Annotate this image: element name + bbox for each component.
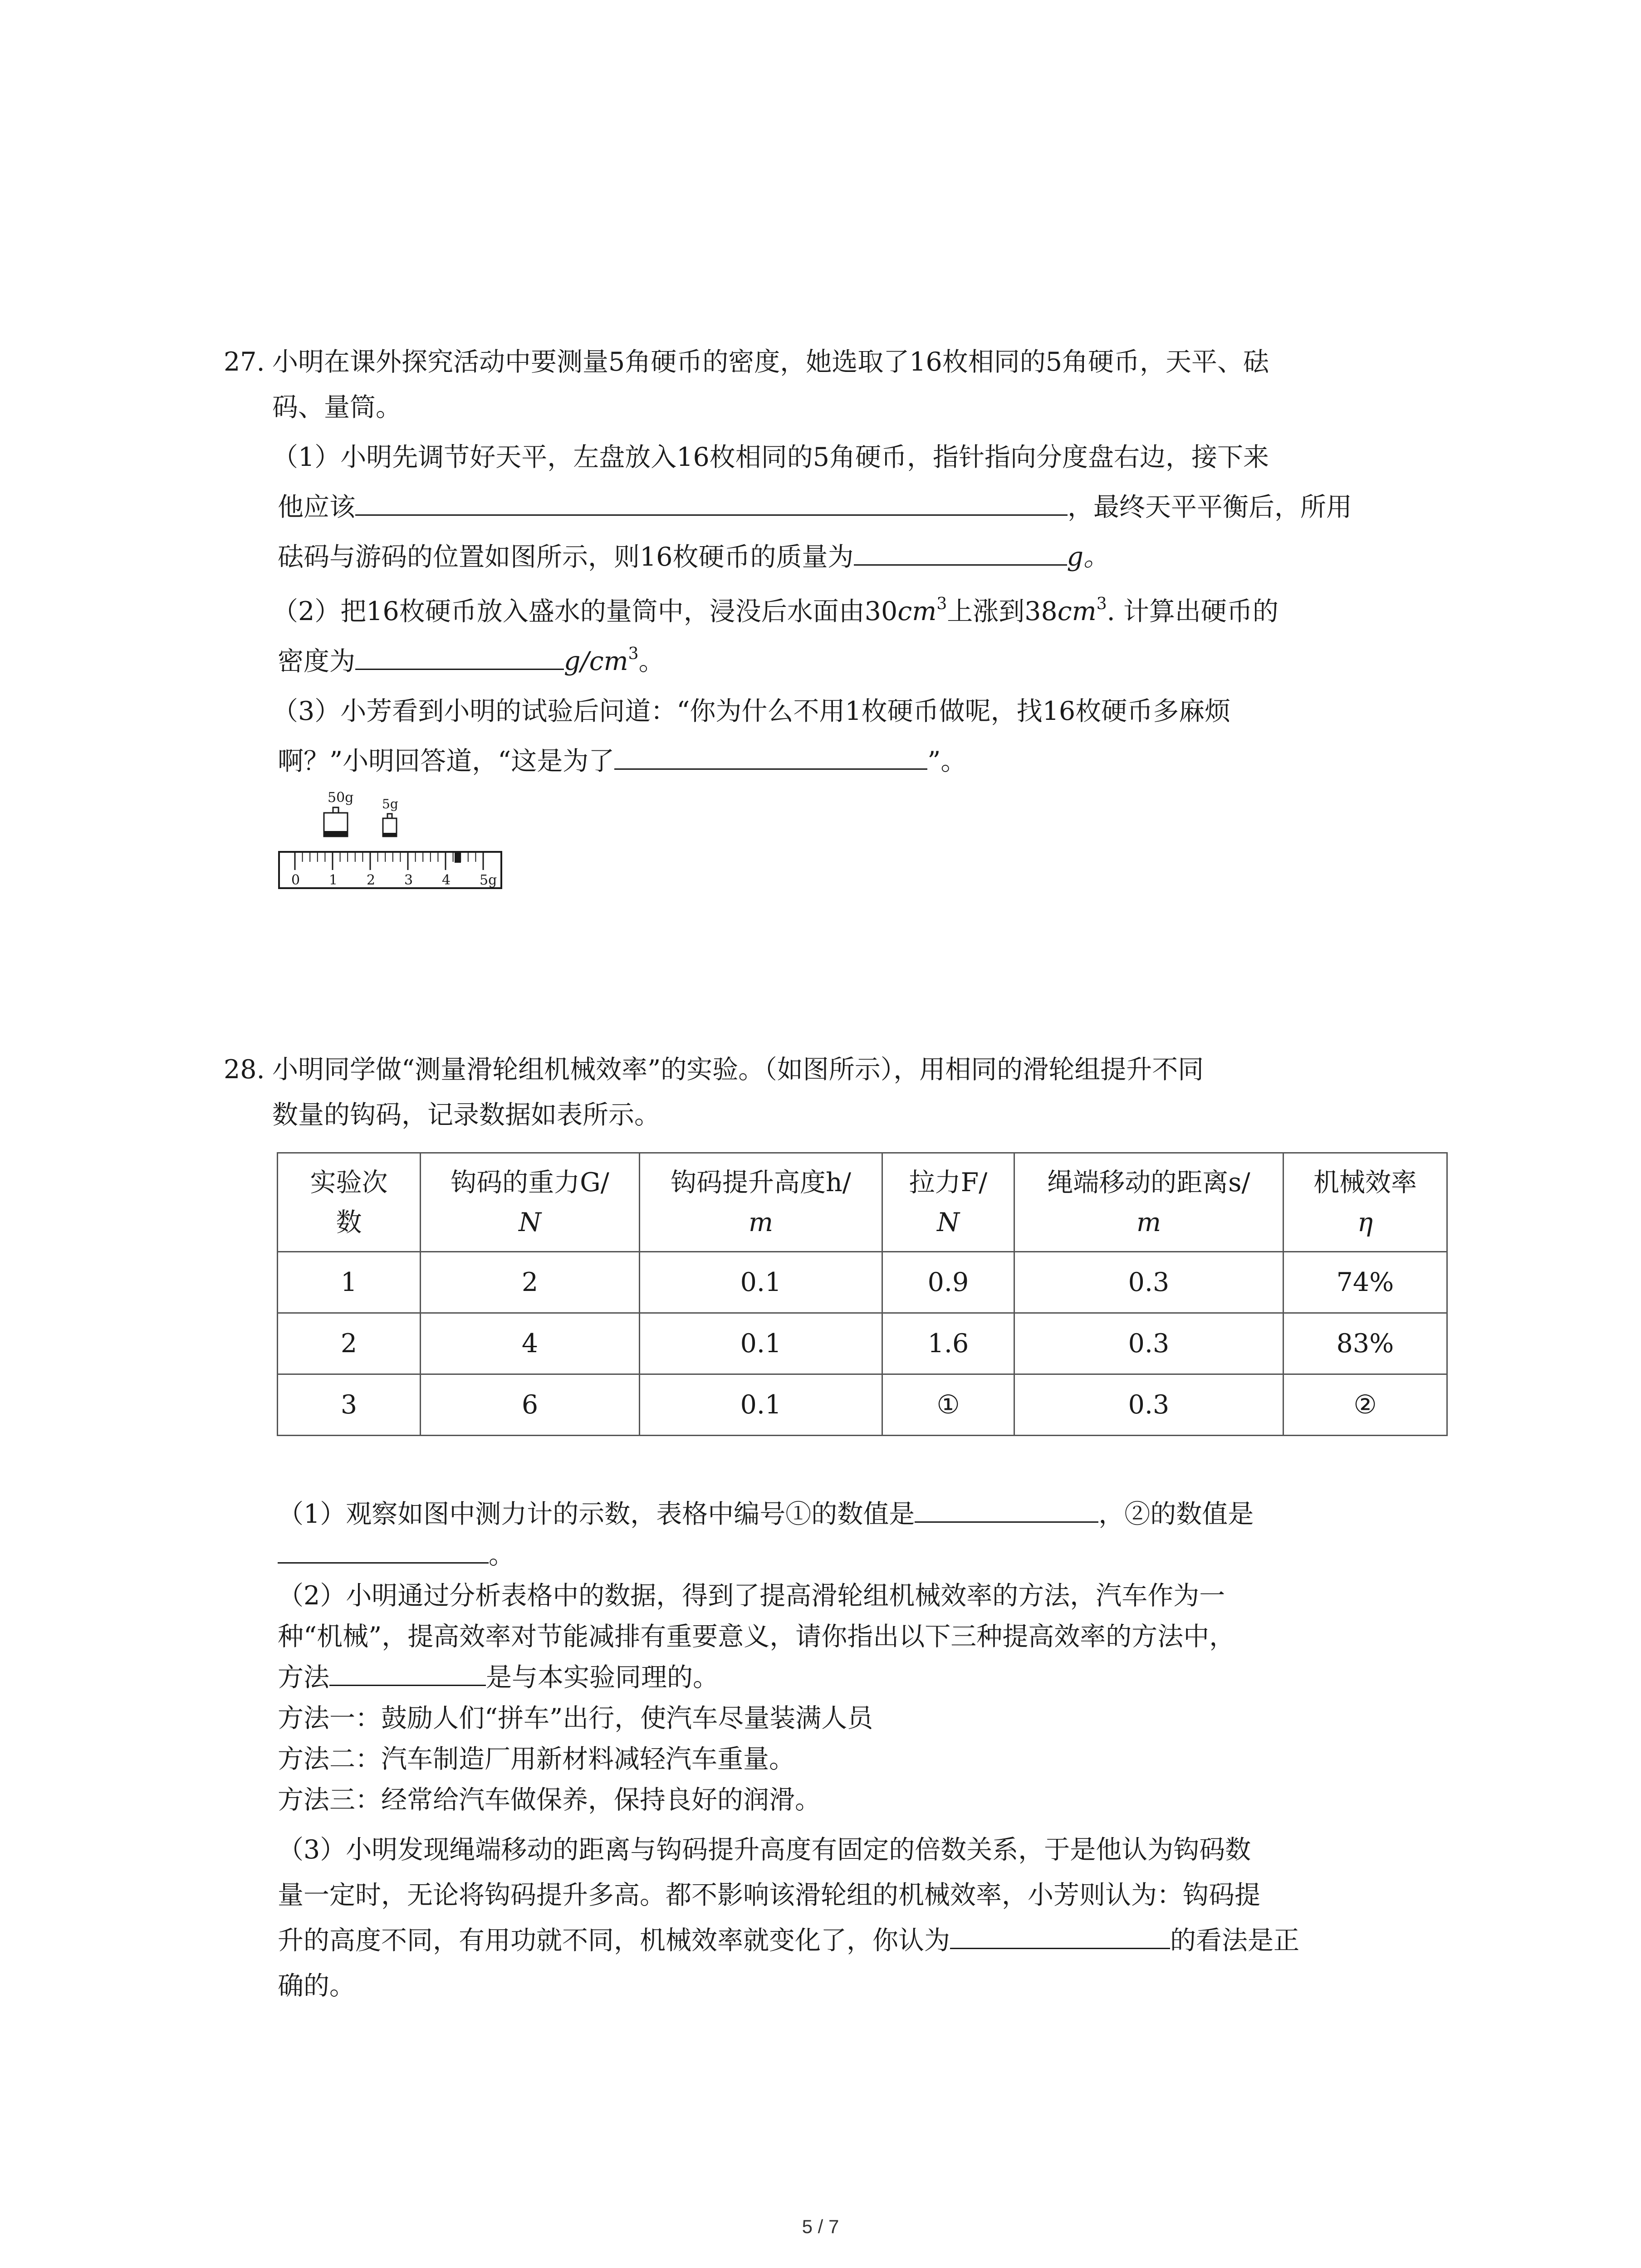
q28-part2-line3 [278,1659,719,1696]
table-cell: 4 [421,1313,640,1374]
q27-part2-text-b: 上涨到38 [947,596,1058,626]
ruler-tick-label: 5g [480,872,497,888]
table-cell: 0.3 [1014,1252,1283,1313]
q28-number: 28. [224,1055,265,1085]
header-force [882,1153,1014,1252]
ruler-tick-label: 4 [442,872,451,888]
table-cell: 0.9 [882,1252,1014,1313]
q27-part1-text-a: 他应该 [278,492,355,522]
experiment-data-table [277,1152,1448,1436]
q28-part2-text-a: 方法 [278,1662,329,1692]
q28-part2-line1: （2）小明通过分析表格中的数据，得到了提高滑轮组机械效率的方法，汽车作为一 [278,1581,1225,1611]
q28-part1-line2 [278,1537,514,1573]
q27-part1-text-b: ，最终天平平衡后，所用 [1068,492,1352,522]
q28-part3-line1: （3）小明发现绳端移动的距离与钩码提升高度有固定的倍数关系，于是他认为钩码数 [278,1835,1251,1865]
header-force-l1: 拉力F/ [909,1167,988,1198]
q27-part2-unit2: cm [1057,596,1097,626]
q27-stem-line2: 码、量筒。 [272,392,402,422]
ruler-tick-label: 1 [329,872,338,888]
q27-part1-unit: g。 [1067,542,1110,572]
q28-stem-line2: 数量的钩码，记录数据如表所示。 [272,1100,660,1130]
header-distance [1014,1153,1283,1252]
header-trial-l1: 实验次 [310,1167,388,1198]
q27-part2-text-e: 。 [638,646,665,676]
q28-answer-blank-2[interactable] [278,1538,489,1564]
q28-part1-text-c: 。 [489,1540,514,1570]
header-efficiency [1283,1153,1447,1252]
q27-part2-line1 [272,593,1279,630]
q27-part1-line2 [278,489,1352,525]
q28-part1-text-a: （1）观察如图中测力计的示数，表格中编号①的数值是 [278,1499,915,1529]
header-trial-l2: 数 [336,1207,362,1237]
q27-answer-blank-operation[interactable] [355,490,1068,516]
weight-50g-label: 50g [328,790,354,806]
header-weight-l2: N [519,1207,541,1237]
q28-stem-line1: 小明同学做“测量滑轮组机械效率”的实验。（如图所示），用相同的滑轮组提升不同 [272,1055,1204,1085]
q28-method-2: 方法二：汽车制造厂用新材料减轻汽车重量。 [278,1744,795,1774]
q27-part2-exp2: 3 [1096,595,1107,613]
balance-figure [277,789,513,907]
table-header-row [278,1153,1447,1252]
header-force-l2: N [937,1207,960,1237]
q27-part1-line1: （1）小明先调节好天平，左盘放入16枚相同的5角硬币，指针指向分度盘右边，接下来 [272,442,1269,472]
q27-part2-unit1: cm [897,596,937,626]
header-height-l1: 钩码提升高度h/ [671,1167,851,1198]
table-row [278,1313,1447,1374]
table-row [278,1252,1447,1313]
q27-part2-line2 [278,643,665,679]
header-distance-l2: m [1136,1207,1161,1237]
q27-part2-unit3: g/cm [564,646,628,676]
header-weight-l1: 钩码的重力G/ [451,1167,609,1198]
table-cell: 2 [278,1313,421,1374]
q27-part2-text-a: （2）把16枚硬币放入盛水的量筒中，浸没后水面由30 [272,596,898,626]
header-efficiency-l1: 机械效率 [1313,1167,1417,1198]
q28-part3-line4: 确的。 [278,1971,355,2001]
table-cell: 83% [1283,1313,1447,1374]
q28-part3-line3 [278,1922,1299,1959]
q27-part3-line2 [278,743,966,779]
weight-5g-label: 5g [382,797,398,811]
table-cell: 6 [421,1374,640,1436]
weights-and-ruler-diagram [277,789,513,907]
q28-method-3: 方法三：经常给汽车做保养，保持良好的润滑。 [278,1785,821,1815]
ruler-tick-label: 3 [404,872,413,888]
q27-answer-blank-mass[interactable] [854,540,1067,566]
q27-part2-exp3: 3 [628,645,639,663]
table-cell: 0.1 [640,1252,882,1313]
weight-50g-knob [333,807,338,813]
q28-part1-line1 [278,1496,1254,1532]
header-efficiency-l2: η [1357,1207,1373,1237]
q28-part3-text-a: 升的高度不同，有用功就不同，机械效率就变化了，你认为 [278,1926,950,1955]
table-cell: 3 [278,1374,421,1436]
q28-answer-blank-opinion[interactable] [950,1923,1170,1949]
q27-stem-line1: 小明在课外探究活动中要测量5角硬币的密度，她选取了16枚相同的5角硬币，天平、砝 [272,347,1269,377]
ruler-tick-label: 2 [367,872,376,888]
q28-part1-text-b: ，②的数值是 [1098,1499,1254,1529]
q27-part1-line3 [278,539,1109,575]
table-cell: 1.6 [882,1313,1014,1374]
ruler-tick-label: 0 [291,872,300,888]
q27-part3-text-b: ”。 [927,746,967,776]
header-height-l2: m [748,1207,774,1237]
table-cell: 0.3 [1014,1374,1283,1436]
header-height [640,1153,882,1252]
q28-part3-text-b: 的看法是正 [1170,1926,1299,1955]
table-cell-blank-2: ② [1283,1374,1447,1436]
table-cell: 1 [278,1252,421,1313]
table-cell: 74% [1283,1252,1447,1313]
table-cell: 0.1 [640,1374,882,1436]
header-trial [278,1153,421,1252]
q27-part1-text-c: 砝码与游码的位置如图所示，则16枚硬币的质量为 [278,542,854,572]
q27-answer-blank-density[interactable] [355,644,564,670]
q28-part2-line2: 种“机械”，提高效率对节能减排有重要意义，请你指出以下三种提高效率的方法中， [278,1622,1235,1652]
table-cell-blank-1: ① [882,1374,1014,1436]
table-cell: 0.1 [640,1313,882,1374]
header-weight [421,1153,640,1252]
q28-answer-blank-method[interactable] [329,1660,486,1686]
q27-part3-text-a: 啊？”小明回答道，“这是为了 [278,746,615,776]
q27-part2-text-d: 密度为 [278,646,355,676]
table-row [278,1374,1447,1436]
table-cell: 0.3 [1014,1313,1283,1374]
q28-part3-line2: 量一定时，无论将钩码提升多高。都不影响该滑轮组的机械效率，小芳则认为：钩码提 [278,1880,1260,1910]
header-distance-l1: 绳端移动的距离s/ [1047,1167,1250,1198]
q27-part2-text-c: . 计算出硬币的 [1107,596,1279,626]
page-number: 5 / 7 [802,2216,839,2237]
rider-marker[interactable] [455,853,461,863]
weight-5g-base [383,833,397,836]
q27-answer-blank-reason[interactable] [614,744,927,770]
q27-part3-line1: （3）小芳看到小明的试验后问道：“你为什么不用1枚硬币做呢，找16枚硬币多麻烦 [272,696,1231,726]
weight-50g-base [324,831,348,836]
q28-method-1: 方法一：鼓励人们“拼车”出行，使汽车尽量装满人员 [278,1703,873,1733]
q27-part2-exp1: 3 [936,595,947,613]
q27-number: 27. [224,347,265,377]
q28-answer-blank-1[interactable] [915,1497,1098,1523]
q28-part2-text-b: 是与本实验同理的。 [486,1662,719,1692]
table-cell: 2 [421,1252,640,1313]
